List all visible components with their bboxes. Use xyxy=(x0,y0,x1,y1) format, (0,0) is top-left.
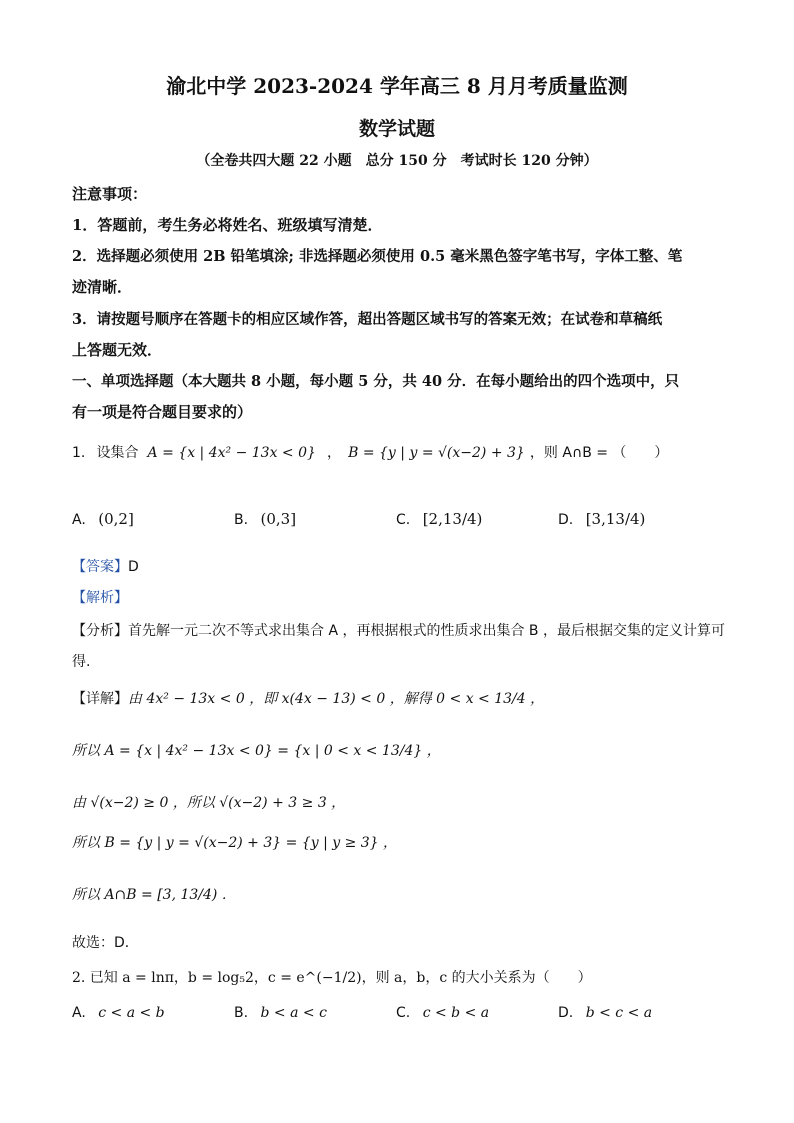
q2-option-a xyxy=(72,1005,165,1021)
exam-meta: （全卷共四大题 22 小题 总分 150 分 考试时长 120 分钟） xyxy=(196,153,598,169)
q2-option-d-label: D. xyxy=(558,1005,574,1021)
q2-option-a-value: c < a < b xyxy=(98,1005,165,1021)
detail-text-1: 由 4x² − 13x < 0 ，即 x(4x − 13) < 0 ，解得 0 < x < 13/4 ， xyxy=(128,691,545,707)
detail-line4: 所以 B = {y | y = √(x−2) + 3} = {y | y ≥ 3} ， xyxy=(72,835,398,851)
notes-item-2-line2: 迹清晰． xyxy=(72,278,133,296)
question-prefix: 设集合 xyxy=(96,445,139,461)
q2-option-c-label: C. xyxy=(396,1005,411,1021)
fenxi-line2: 得. xyxy=(72,654,91,670)
question-2-stem: 2. 已知 a = lnπ，b = log₅2，c = e^(−1/2)，则 a，b，c 的大小关系为（ ） xyxy=(72,970,592,986)
option-c-value: [2,13/4) xyxy=(422,510,483,528)
option-c-label: C. xyxy=(396,512,411,528)
question-suffix: ，则 A∩B = （ ） xyxy=(529,445,669,461)
detail-tag: 详解 xyxy=(86,691,114,707)
option-d xyxy=(558,510,645,528)
q2-option-b-label: B. xyxy=(234,1005,249,1021)
q2-option-a-label: A. xyxy=(72,1005,86,1021)
detail-line5: 所以 A∩B = [3, 13/4) ． xyxy=(72,887,236,903)
option-d-label: D. xyxy=(558,512,574,528)
question-1-stem: 1. 设集合 A = {x | 4x² − 13x < 0} ， B = {y | y = √(x−2) + 3} ，则 A∩B = （ ） xyxy=(72,445,669,461)
section-1-heading-line2: 有一项是符合题目要求的） xyxy=(72,403,253,421)
section-1-heading-line1: 一、单项选择题（本大题共 8 小题，每小题 5 分，共 40 分．在每小题给出的四个选项中，只 xyxy=(72,373,680,390)
option-a-value: (0,2] xyxy=(98,510,134,528)
detail-line2: 所以 A = {x | 4x² − 13x < 0} = {x | 0 < x < 13/4} ， xyxy=(72,743,441,759)
q2-option-b-value: b < a < c xyxy=(260,1005,327,1021)
option-a xyxy=(72,510,134,528)
analysis-heading: 【解析】 xyxy=(72,590,128,606)
option-c xyxy=(396,510,482,528)
option-b-label: B. xyxy=(234,512,249,528)
q2-option-c xyxy=(396,1005,489,1021)
set-b: B = {y | y = √(x−2) + 3} xyxy=(348,445,525,461)
option-a-label: A. xyxy=(72,512,86,528)
option-b-value: (0,3] xyxy=(260,510,297,528)
fenxi-line1: 【分析】首先解一元二次不等式求出集合 A ，再根据根式的性质求出集合 B ，最后根据交集的定义计算可 xyxy=(72,623,725,639)
detail-line3: 由 √(x−2) ≥ 0 ，所以 √(x−2) + 3 ≥ 3 ， xyxy=(72,795,346,811)
option-b xyxy=(234,510,296,528)
option-d-value: [3,13/4) xyxy=(585,510,646,528)
answer-tag: 答案 xyxy=(86,559,114,575)
analysis-tag: 解析 xyxy=(86,590,114,606)
notes-heading: 注意事项： xyxy=(72,185,148,203)
conclusion: 故选：D． xyxy=(72,935,139,951)
answer-line: 【答案】D xyxy=(72,559,139,575)
fenxi-text-1: 首先解一元二次不等式求出集合 A ，再根据根式的性质求出集合 B ，最后根据交集的定义计算可 xyxy=(128,623,725,639)
question-number: 1. xyxy=(72,445,86,461)
notes-item-1: 1．答题前，考生务必将姓名、班级填写清楚． xyxy=(72,216,383,234)
notes-item-3-line2: 上答题无效． xyxy=(72,341,163,359)
q2-option-d xyxy=(558,1005,652,1021)
exam-title: 渝北中学 2023-2024 学年高三 8 月月考质量监测 xyxy=(166,74,628,98)
notes-item-3-line1: 3．请按题号顺序在答题卡的相应区域作答，超出答题区域书写的答案无效；在试卷和草稿纸 xyxy=(72,311,663,328)
q2-option-d-value: b < c < a xyxy=(585,1005,653,1021)
answer-value: D xyxy=(128,559,139,575)
notes-item-2-line1: 2．选择题必须使用 2B 铅笔填涂; 非选择题必须使用 0.5 毫米黑色签字笔书写，字体工整、笔 xyxy=(72,248,683,265)
set-a: A = {x | 4x² − 13x < 0} xyxy=(147,445,316,461)
q2-option-c-value: c < b < a xyxy=(422,1005,490,1021)
fenxi-tag: 分析 xyxy=(86,623,114,639)
exam-subtitle: 数学试题 xyxy=(358,118,435,140)
detail-line1: 【详解】由 4x² − 13x < 0 ，即 x(4x − 13) < 0 ，解得 0 < x < 13/4 ， xyxy=(72,691,545,707)
q2-option-b xyxy=(234,1005,327,1021)
